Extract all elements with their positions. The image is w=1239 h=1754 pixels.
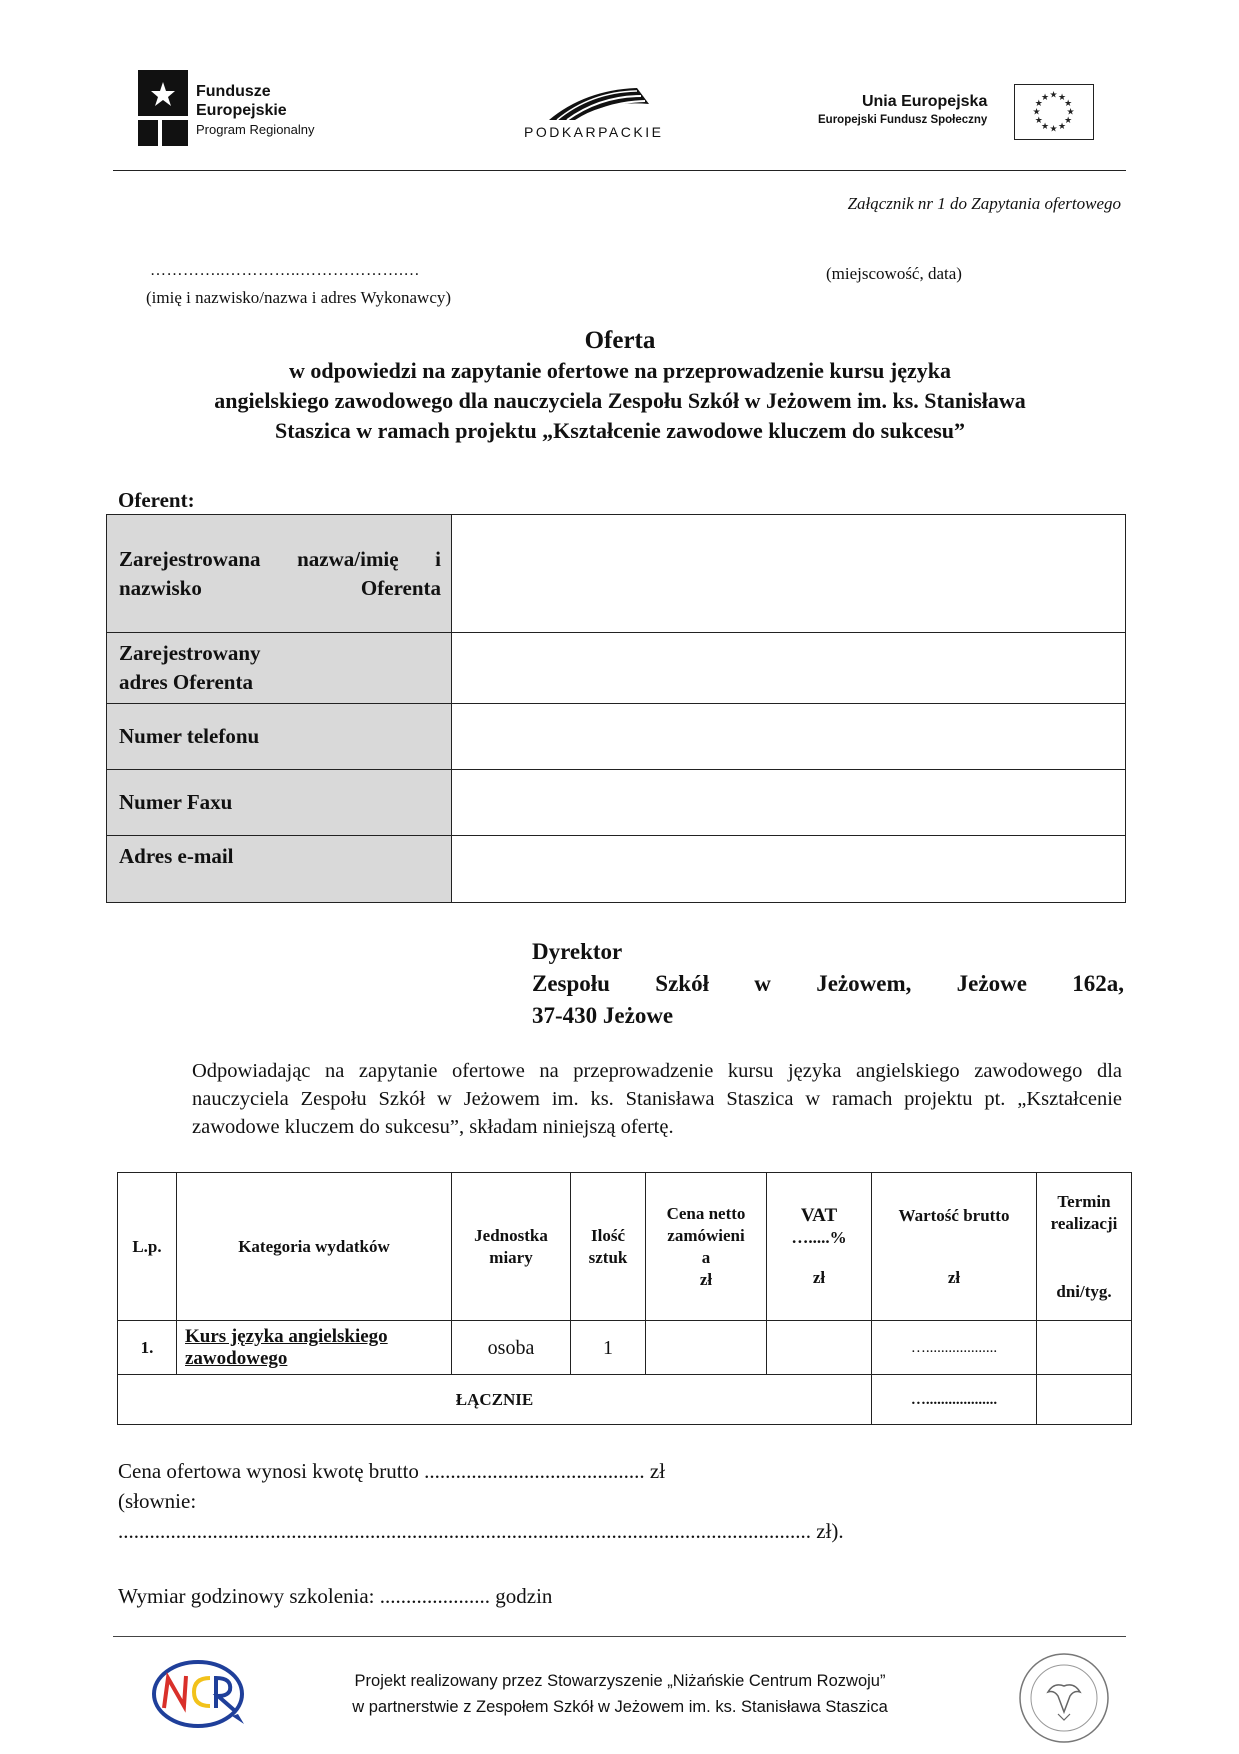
school-seal-icon [1018,1652,1110,1744]
ue-logo-text [818,92,987,130]
fe-logo-line2: Europejskie [196,102,287,119]
contractor-dots: …………..…………..……………….… [150,262,420,279]
offer-title-line3: angielskiego zawodowego dla nauczyciela Zespołu Szkół w Jeżowem im. ks. Stanisława [214,388,1026,413]
header-gross-l1: Wartość brutto [898,1205,1010,1225]
row-lp: 1. [118,1321,177,1375]
recipient-line3: 37-430 Jeżowe [532,1003,674,1028]
price-line3[interactable]: .................................................................................................................................... zł). [118,1519,844,1543]
place-date-label: (miejscowość, data) [826,264,962,283]
header-qty-l2: sztuk [588,1247,628,1267]
header-qty [571,1173,646,1321]
offer-paragraph-text: Odpowiadając na zapytanie ofertowe na przeprowadzenie kursu języka angielskiego zawodowego dla nauczyciela Zespołu Szkół w Jeżowem im. ks. Stanisława Staszica w ramach projektu pt. „Kształcenie zawodowe kluczem do sukcesu”, składam niniejszą ofertę. [192,1060,1122,1138]
offer-title [110,326,1130,446]
header-unit-l2: miary [489,1247,533,1267]
header-unit [452,1173,571,1321]
oferent-label-name [107,515,452,633]
oferent-value-fax[interactable] [452,770,1126,836]
ue-logo-line2: Europejski Fundusz Społeczny [818,114,988,126]
price-line1[interactable]: Cena ofertowa wynosi kwotę brutto .......................................... zł [118,1459,666,1483]
ue-logo-line1: Unia Europejska [861,93,988,110]
eu-star-icon: ★ [1034,98,1043,108]
row-unit: osoba [452,1321,571,1375]
eu-flag-icon [1014,84,1094,140]
footer-line1: Projekt realizowany przez Stowarzyszenie „Niżańskie Centrum Rozwoju” [354,1672,886,1690]
header-lp: L.p. [118,1173,177,1321]
oferent-value-phone[interactable] [452,704,1126,770]
oferent-label-email: Adres e-mail [107,836,452,903]
oferent-value-email[interactable] [452,836,1126,903]
header-net-l2: zamówieni [667,1225,745,1245]
oferent-row-fax [107,770,1126,836]
eu-star-icon: ★ [1064,115,1073,125]
fe-logo-text [196,82,315,139]
eu-star-icon: ★ [1034,115,1043,125]
ncr-logo-icon [150,1656,250,1732]
cost-table-row [118,1321,1132,1375]
podkarpackie-emblem-icon [545,86,655,122]
row-gross[interactable]: …................... [872,1321,1037,1375]
cost-table-total-row [118,1375,1132,1425]
oferent-row-address [107,633,1126,704]
header-unit-l1: Jednostka [474,1225,548,1245]
row-category-l2: zawodowego [185,1347,288,1369]
offer-title-line4: Staszica w ramach projektu „Kształcenie zawodowe kluczem do sukcesu” [274,418,966,443]
header-net-l1: Cena netto [666,1203,746,1223]
oferent-table [106,514,1126,903]
footer-text [280,1668,960,1720]
fe-logo-line3: Program Regionalny [196,122,315,137]
header-gross-l2: zł [947,1267,961,1287]
header-vat [767,1173,872,1321]
eu-star-icon: ★ [1064,98,1073,108]
header-vat-l3: zł [812,1267,826,1287]
row-category-l1: Kurs języka angielskiego [185,1325,388,1347]
row-vat[interactable] [767,1321,872,1375]
cost-table-header-row [118,1173,1132,1321]
oferent-row-phone [107,704,1126,770]
oferent-label-name-text: Zarejestrowana nazwa/imię i nazwisko Oferenta [119,546,441,600]
eu-stars-icon [1015,85,1092,138]
oferent-row-name [107,515,1126,633]
offer-paragraph [118,1057,1122,1141]
offer-title-line2: w odpowiedzi na zapytanie ofertowe na przeprowadzenie kursu języka [289,358,951,383]
recipient-line1: Dyrektor [532,939,623,964]
oferent-value-address[interactable] [452,633,1126,704]
row-category [177,1321,452,1375]
training-hours[interactable]: Wymiar godzinowy szkolenia: ..................... godzin [118,1584,553,1608]
oferent-row-email [107,836,1126,903]
oferent-label-address-text: Zarejestrowany adres Oferenta [119,641,261,694]
recipient-line2: Zespołu Szkół w Jeżowem, Jeżowe 162a, [532,971,1124,996]
header-vat-l2: ….....% [791,1227,847,1247]
podkarpackie-logo [545,86,655,122]
footer-line2: w partnerstwie z Zespołem Szkół w Jeżowem im. ks. Stanisława Staszica [352,1698,888,1716]
total-value[interactable]: …................... [872,1375,1037,1425]
total-label: ŁĄCZNIE [118,1375,872,1425]
eu-star-icon: ★ [1057,121,1067,132]
eu-star-icon: ★ [1032,106,1041,117]
ncr-logo [150,1656,250,1732]
fe-emblem-icon [138,70,188,146]
header-category: Kategoria wydatków [177,1173,452,1321]
eu-star-icon: ★ [1040,91,1050,102]
header-divider [113,170,1126,171]
price-section [118,1456,1128,1546]
price-line2: (słownie: [118,1489,197,1513]
row-net[interactable] [646,1321,767,1375]
header-net-l3: a [701,1247,711,1267]
header-net-l4: zł [699,1269,713,1289]
header-vat-l1: VAT [800,1204,838,1226]
podkarpackie-logo-text: PODKARPACKIE [524,124,664,140]
eu-star-icon: ★ [1049,123,1058,134]
oferent-heading: Oferent: [118,488,195,512]
row-qty: 1 [571,1321,646,1375]
row-term[interactable] [1037,1321,1132,1375]
eu-star-icon: ★ [1066,106,1075,117]
eu-star-icon: ★ [1049,89,1058,100]
header-term-l3: dni/tyg. [1056,1281,1112,1301]
contractor-label: (imię i nazwisko/nazwa i adres Wykonawcy) [146,288,452,307]
eu-star-icon: ★ [1040,121,1050,132]
eu-star-icon: ★ [1057,91,1067,102]
offer-title-main: Oferta [584,327,656,354]
recipient-block [532,936,1124,1032]
attachment-note: Załącznik nr 1 do Zapytania ofertowego [847,194,1121,213]
oferent-label-phone: Numer telefonu [107,704,452,770]
fundusze-europejskie-logo [138,70,188,146]
header-term [1037,1173,1132,1321]
header-qty-l1: Ilość [591,1225,625,1245]
fe-logo-line1: Fundusze [196,83,271,100]
header-gross [872,1173,1037,1321]
oferent-label-address [107,633,452,704]
total-term [1037,1375,1132,1425]
header-term-l2: realizacji [1050,1213,1118,1233]
header-term-l1: Termin [1057,1191,1111,1211]
footer-divider [113,1636,1126,1637]
oferent-label-fax: Numer Faxu [107,770,452,836]
oferent-value-name[interactable] [452,515,1126,633]
school-seal [1018,1652,1110,1744]
header-net [646,1173,767,1321]
cost-table [117,1172,1132,1425]
